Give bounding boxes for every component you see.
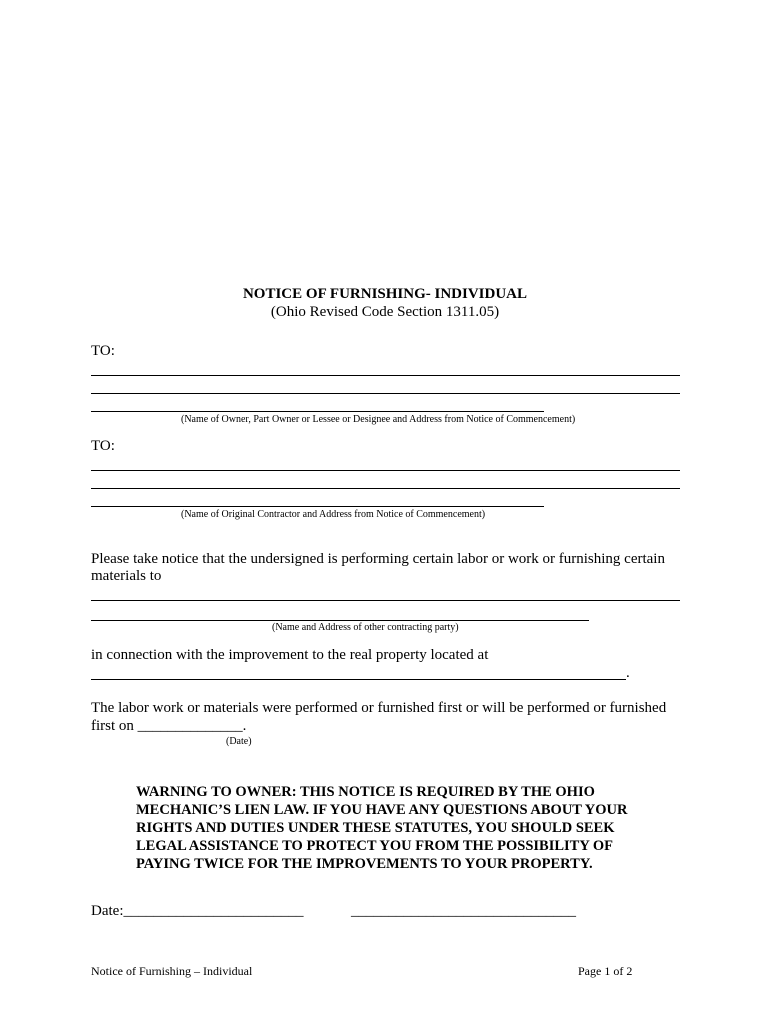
party-line-2[interactable]	[91, 620, 589, 621]
property-period: .	[626, 665, 630, 681]
property-line-text: in connection with the improvement to the real property located at	[91, 647, 489, 663]
contractor-line-2[interactable]	[91, 488, 680, 489]
date-row	[91, 903, 303, 920]
labor-paragraph: The labor work or materials were performed or furnished first or will be performed or furnished	[91, 700, 667, 716]
first-on-row	[91, 718, 246, 735]
contractor-line-3[interactable]	[91, 506, 544, 507]
contractor-line-1[interactable]	[91, 470, 680, 471]
to-label-owner: TO:	[91, 343, 115, 359]
first-on-date-field[interactable]: ______________	[137, 718, 243, 734]
party-line-1[interactable]	[91, 600, 680, 601]
owner-line-2[interactable]	[91, 393, 680, 394]
footer-page-number: Page 1 of 2	[578, 964, 633, 978]
notice-paragraph: Please take notice that the undersigned is performing certain labor or work or furnishing certain materials to	[91, 551, 665, 584]
date-caption: (Date)	[226, 736, 252, 747]
document-title: NOTICE OF FURNISHING- INDIVIDUAL	[242, 286, 528, 302]
to-label-contractor: TO:	[91, 438, 115, 454]
owner-line-1[interactable]	[91, 375, 680, 376]
property-address-line[interactable]	[91, 679, 626, 680]
document-subtitle: (Ohio Revised Code Section 1311.05)	[270, 304, 500, 320]
date-label: Date:	[91, 903, 124, 919]
contractor-caption: (Name of Original Contractor and Address from Notice of Commencement)	[181, 509, 486, 520]
footer-left: Notice of Furnishing – Individual	[91, 964, 253, 978]
owner-caption: (Name of Owner, Part Owner or Lessee or Designee and Address from Notice of Commencement)	[181, 414, 576, 425]
first-on-label: first on	[91, 718, 134, 734]
warning-to-owner: WARNING TO OWNER: THIS NOTICE IS REQUIRED BY THE OHIO MECHANIC’S LIEN LAW. IF YOU HAVE ANY QUESTIONS ABOUT YOUR RIGHTS AND DUTIES UNDER THESE STATUTES, YOU SHOULD SEEK LEGAL ASSISTANCE TO PROTECT YOU FROM THE POSSIBILITY OF PAYING TWICE FOR THE IMPROVEMENTS TO YOUR PROPERTY.	[136, 784, 628, 872]
date-field[interactable]: ________________________	[123, 903, 304, 919]
first-on-period: .	[242, 718, 247, 734]
signature-field[interactable]: ______________________________	[351, 903, 576, 919]
party-caption: (Name and Address of other contracting party)	[272, 622, 459, 633]
owner-line-3[interactable]	[91, 411, 544, 412]
